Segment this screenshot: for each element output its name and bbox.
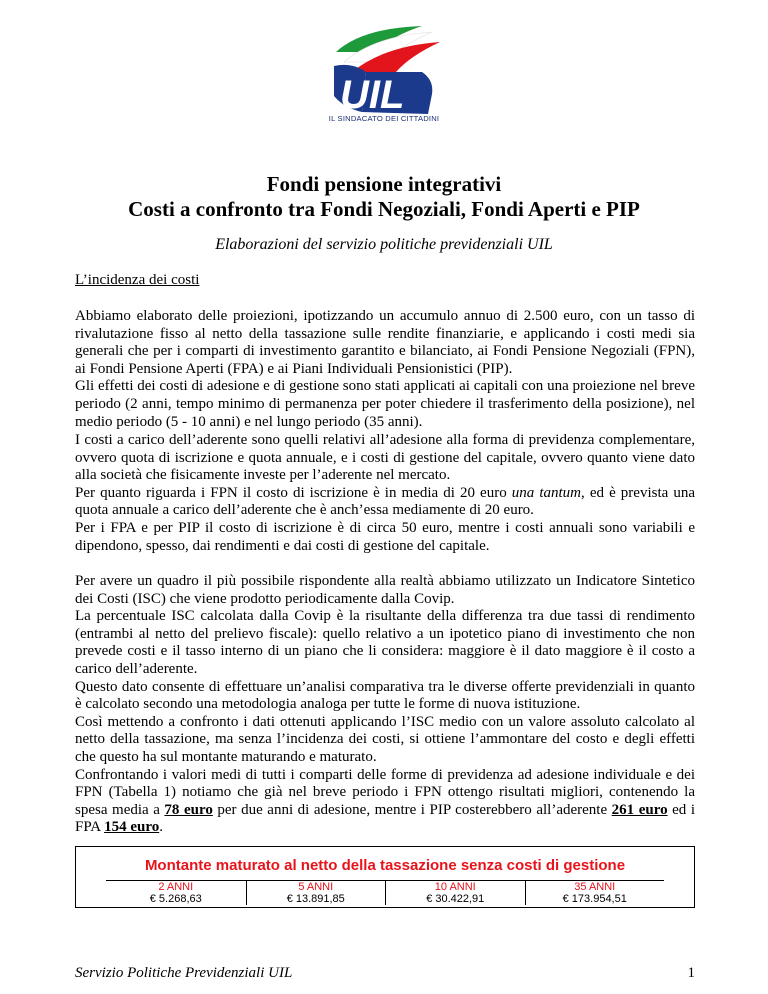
paragraph: La percentuale ISC calcolata dalla Covip è la risultante della differenza tra due tassi di rendimento (entrambi al netto del prelievo fiscale): quello relativo a un ipotetico piano di investimento che non prevede costi e il tasso interno di un piano che li considera: maggiore è il dato maggiore è il costo a carico dell’aderente. bbox=[75, 608, 695, 677]
paragraph: Gli effetti dei costi di adesione e di gestione sono stati applicati ai capitali con una proiezione nel breve periodo (2 anni, tempo minimo di permanenza per poter chiedere il trasferimento della posizione), nel medio periodo (5 - 10 anni) e nel lungo periodo (35 anni). bbox=[75, 378, 695, 430]
table-cell bbox=[385, 881, 525, 905]
text-run: , ed è prevista una quota annuale a carico dell’aderente che è anch’essa mediamente di 20 euro. bbox=[75, 484, 696, 519]
highlight-amount: 154 euro bbox=[104, 819, 160, 836]
table-cell bbox=[246, 881, 386, 905]
paragraph-block-2 bbox=[75, 432, 695, 555]
paragraph: Questo dato consente di effettuare un’analisi comparativa tra le diverse offerte previdenziali in quanto è calcolato secondo una metodologia analoga per tutte le forme di nuova istituzione. bbox=[75, 678, 695, 713]
page-footer: Servizio Politiche Previdenziali UIL bbox=[75, 965, 293, 981]
paragraph: Così mettendo a confronto i dati ottenuti applicando l’ISC medio con un valore assoluto calcolato al netto della tassazione, ma senza l’incidenza dei costi, si ottiene l’ammontare del costo e degli effetti che questo ha sul montante maturando e maturato. bbox=[75, 713, 695, 765]
table-cell bbox=[106, 881, 246, 905]
paragraph: Per avere un quadro il più possibile rispondente alla realtà abbiamo utilizzato un Indicatore Sintetico dei Costi (ISC) che viene prodotto periodicamente dalla Covip. bbox=[75, 573, 695, 607]
text-run: Confrontando i valori medi di tutti i comparti delle forme di previdenza ad adesione individuale e dei FPN (Tabella 1) notiamo che già nel breve periodo i FPN ottengo risultati migliori, contenendo la spesa media a bbox=[75, 766, 695, 818]
text-run: . bbox=[159, 819, 163, 836]
montante-table bbox=[106, 880, 664, 905]
paragraph: Per i FPA e per PIP il costo di iscrizione è di circa 50 euro, mentre i costi annuali sono variabili e dipendono, spesso, dai rendimenti e dai costi di gestione del capitale. bbox=[75, 519, 695, 554]
section-heading: L’incidenza dei costi bbox=[75, 272, 200, 288]
text-run: ed i FPA bbox=[75, 801, 696, 836]
table-cell bbox=[525, 881, 665, 905]
cell-value: € 13.891,85 bbox=[286, 892, 345, 905]
title-line-2: Costi a confronto tra Fondi Negoziali, Fondi Aperti e PIP bbox=[128, 197, 640, 221]
paragraph bbox=[75, 767, 695, 837]
text-run: per due anni di adesione, mentre i PIP costerebbero all’aderente bbox=[212, 801, 612, 818]
table-title: Montante maturato al netto della tassazione senza costi di gestione bbox=[144, 857, 626, 874]
logo-text: UIL bbox=[340, 73, 405, 117]
document-title bbox=[60, 172, 708, 222]
column-header: 35 ANNI bbox=[574, 881, 616, 893]
paragraph: I costi a carico dell’aderente sono quelli relativi all’adesione alla forma di previdenza complementare, ovvero quota di iscrizione e quota annuale, e i costi di gestione del capitale, ovvero quanto viene dato alla società che fisicamente investe per l’aderente nel mercato. bbox=[75, 432, 695, 484]
column-header: 10 ANNI bbox=[434, 881, 476, 893]
column-header: 5 ANNI bbox=[298, 881, 334, 893]
cell-value: € 5.268,63 bbox=[149, 892, 202, 905]
page-number: 1 bbox=[687, 965, 695, 981]
emphasis: una tantum bbox=[511, 484, 582, 501]
highlight-amount: 261 euro bbox=[611, 801, 668, 818]
paragraph bbox=[75, 485, 695, 520]
paragraph-block-3 bbox=[75, 573, 695, 837]
paragraph: Abbiamo elaborato delle proiezioni, ipotizzando un accumulo annuo di 2.500 euro, con un tasso di rivalutazione fisso al netto della tassazione sulle rendite finanziarie, e applicando i costi medi sia generali che per i comparti di investimento garantito e bilanciato, ai Fondi Pensione Negoziali (FPN), ai Fondi Pensione Aperti (FPA) e ai Piani Individuali Pensionistici (PIP). bbox=[75, 308, 695, 377]
title-line-1: Fondi pensione integrativi bbox=[266, 172, 502, 196]
column-header: 2 ANNI bbox=[158, 881, 194, 893]
cell-value: € 30.422,91 bbox=[426, 892, 485, 905]
paragraph-block-1 bbox=[75, 308, 695, 431]
cell-value: € 173.954,51 bbox=[562, 892, 627, 905]
logo-tagline: IL SINDACATO DEI CITTADINI bbox=[328, 114, 440, 123]
highlight-amount: 78 euro bbox=[164, 801, 213, 818]
montante-table-box bbox=[75, 846, 695, 908]
text-run: Per quanto riguarda i FPN il costo di iscrizione è in media di 20 euro bbox=[75, 484, 512, 501]
document-subtitle: Elaborazioni del servizio politiche previdenziali UIL bbox=[215, 236, 553, 253]
